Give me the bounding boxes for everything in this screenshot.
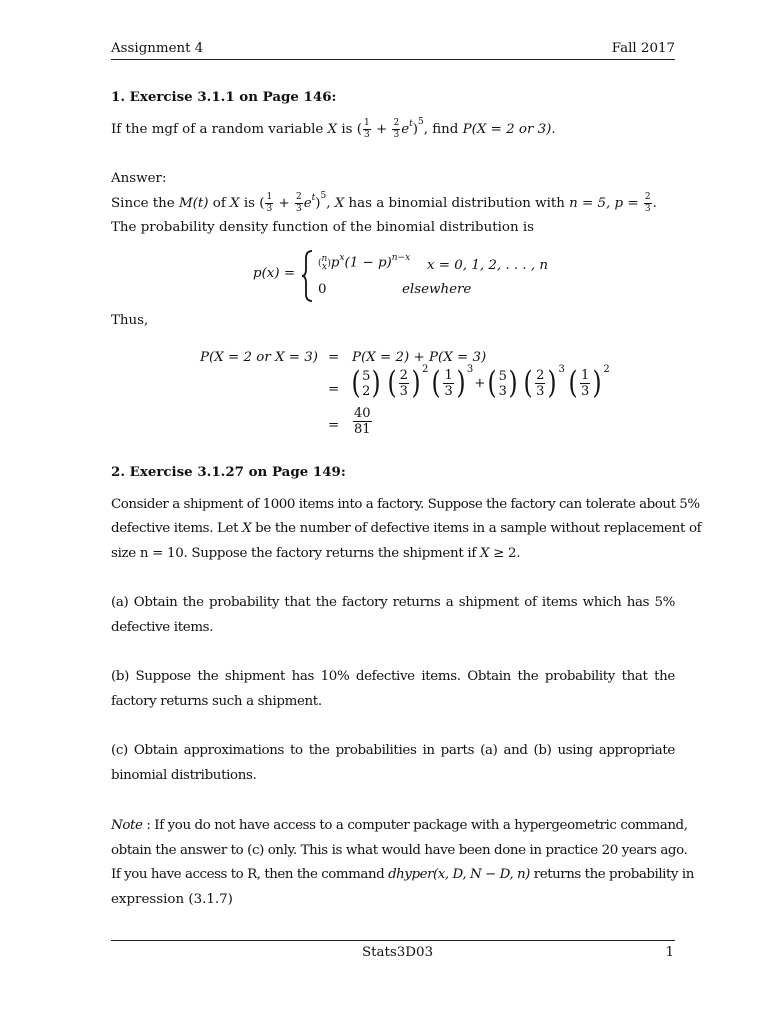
pdf-row2-val: 0 [318, 282, 327, 297]
note-l2: obtain the answer to (c) only. This is what would have been done in practice 20 years ago. [111, 843, 688, 858]
q1-prompt-is: is [337, 122, 357, 137]
paren-two-thirds-cu: ( $\frac{2}{3}$ ) 3 [523, 364, 565, 401]
pdf-lhs: p(x) = [253, 266, 296, 281]
binom-5-3: ( 5 3 ) [487, 365, 518, 401]
pdf-text: The probability density function of the binomial distribution is [111, 220, 534, 235]
thus-label: Thus, [111, 313, 149, 328]
q1-prompt [111, 118, 556, 143]
deriv-plus: + [474, 376, 486, 391]
q2-heading: 2. Exercise 3.1.27 on Page 149: [111, 464, 346, 480]
note-l4: expression (3.1.7) [111, 892, 233, 907]
frac-one-third: $\frac{1}{3}$ [364, 118, 370, 140]
page-number: 1 [665, 945, 674, 960]
note-l3: If you have access to R, then the command dhyper(x, D, N − D, n) returns the probability in [111, 867, 694, 882]
note-l1: Note : If you do not have access to a computer package with a hypergeometric command, [111, 818, 688, 833]
frac-p-two-thirds: $\frac{2}{3}$ [644, 192, 651, 214]
deriv-r2 [350, 364, 610, 401]
deriv-lhs: P(X = 2 or X = 3) [200, 350, 319, 365]
since-line: Since the M(t) of X is ( $\frac{1}{3}$ + $\frac{2}{3}$ $e^t)^5$, X has a binomial distribution with n = 5, p = $\frac{2}{3}$ . [111, 191, 657, 214]
header-right: Fall 2017 [611, 41, 675, 56]
q1-heading: 1. Exercise 3.1.1 on Page 146: [111, 89, 337, 105]
deriv-eq-3: = [328, 418, 340, 433]
deriv-eq-1: = [328, 350, 340, 365]
q1-prompt-pre: If the mgf of a random variable [111, 122, 328, 137]
q2-intro-l2: defective items. Let X be the number of defective items in a sample without replacement of [111, 521, 702, 536]
q2-intro-l3: size n = 10. Suppose the factory returns the shipment if X ≥ 2. [111, 546, 521, 561]
q1-prompt-var: X [327, 122, 338, 137]
q2-part-a: (a) Obtain the probability that the factory returns a shipment of items which has 5% defective items. [111, 595, 675, 635]
frac-two-thirds: $\frac{2}{3}$ [393, 118, 400, 140]
result-fraction: $\frac{40}{81}$ [354, 406, 371, 437]
deriv-result [352, 407, 373, 436]
paren-one-third-cu: ( $\frac{1}{3}$ ) 3 [431, 364, 474, 401]
deriv-eq-2: = [328, 382, 340, 397]
note-label: Note [111, 818, 143, 833]
binom-5-2: ( 5 2 ) [351, 365, 381, 401]
q1-prompt-find: P(X = 2 or 3). [462, 122, 556, 137]
pdf-row2-cond: elsewhere [402, 282, 472, 297]
deriv-r1: P(X = 2) + P(X = 3) [352, 350, 487, 365]
paren-two-thirds-sq: ( $\frac{2}{3}$ ) 2 [387, 364, 429, 401]
header-left: Assignment 4 [111, 41, 204, 56]
since-mgf-expr: ( $\frac{1}{3}$ + $\frac{2}{3}$ $e^t)^5$ [259, 191, 327, 214]
pdf-binom: ( n x ) [318, 254, 331, 272]
q1-mgf-expr: ( $\frac{1}{3}$ + $\frac{2}{3}$ $e^t)^5$ [356, 117, 424, 140]
paren-one-third-sq: ( $\frac{1}{3}$ ) 2 [568, 364, 610, 401]
q2-part-b: (b) Suppose the shipment has 10% defective items. Obtain the probability that the factory returns such a shipment. [111, 669, 675, 709]
pdf-row1-cond: x = 0, 1, 2, . . . , n [427, 258, 549, 273]
r-command: dhyper [388, 867, 434, 882]
q2-part-c: (c) Obtain approximations to the probabilities in parts (a) and (b) using appropriate binomial distributions. [111, 743, 675, 783]
pdf-row1: ( n x )$p^x(1 - p)^{n-x}$ [318, 252, 411, 272]
footer-rule [111, 940, 675, 941]
footer-center: Stats3D03 [362, 945, 434, 960]
q1-prompt-comma: , find [423, 122, 463, 137]
header-rule [111, 59, 675, 60]
pdf-brace [300, 249, 314, 303]
q2-intro-l1: Consider a shipment of 1000 items into a factory. Suppose the factory can tolerate about 5% [111, 497, 700, 512]
answer-label: Answer: [111, 171, 167, 186]
